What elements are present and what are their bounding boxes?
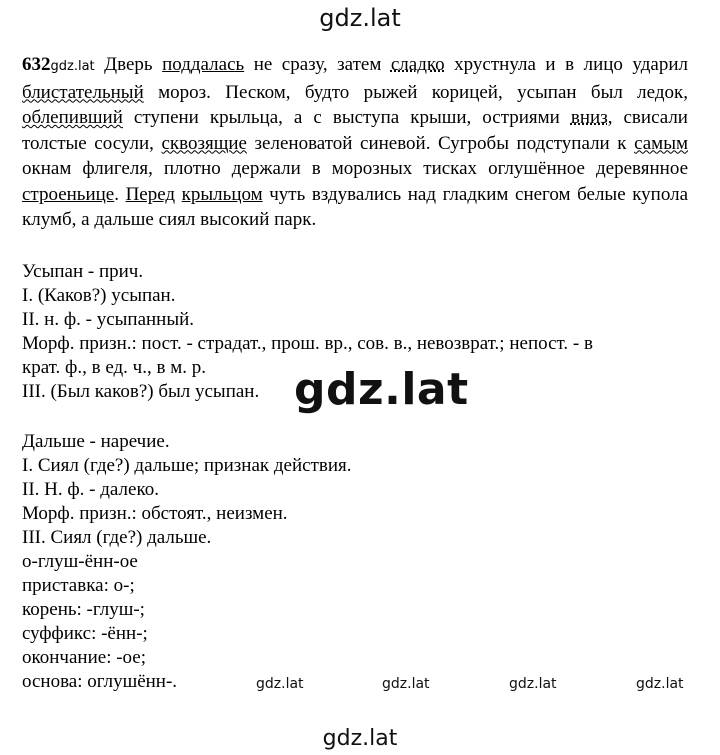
text-run: хрустнула и в лицо ударил [444, 54, 688, 75]
watermark-bottom: gdz.lat [322, 726, 398, 751]
analysis-line: I. (Каков?) усыпан. [22, 285, 176, 306]
analysis-line: основа: оглушённ-. [22, 671, 178, 692]
text-run: не сразу, затем [244, 54, 391, 75]
exercise-text [22, 52, 688, 233]
exercise-number: 632 [22, 54, 51, 75]
text-run: ступени крыльца, а с выступа крыши, остриями [122, 107, 571, 128]
analysis-line: III. (Был каков?) был усыпан. [22, 381, 260, 402]
text-run: Дверь [94, 54, 163, 75]
analysis-line: приставка: о-; [22, 575, 135, 596]
text-run: , свисали толстые сосули, [22, 107, 688, 154]
watermark-center: gdz.lat [294, 364, 469, 415]
analysis-line: окончание: -ое; [22, 647, 146, 668]
analysis-line: суффикс: -ённ-; [22, 623, 148, 644]
analysis-line: корень: -глуш-; [22, 599, 145, 620]
text-run: зеленоватой синевой. Сугробы подступали к [246, 132, 635, 154]
watermark-row-item: gdz.lat [256, 676, 304, 692]
watermark-inline: gdz.lat [50, 59, 95, 74]
analysis-line: Морф. призн.: обстоят., неизмен. [22, 503, 288, 524]
watermark-row-item: gdz.lat [636, 676, 684, 692]
text-run [175, 184, 182, 205]
marked-word: вниз [570, 107, 608, 128]
text-run: чуть вздувались над гладким снегом белые купола клумб, а дальше сиял высокий парк. [22, 183, 688, 230]
text-run: окнам флигеля, плотно держали в морозных тисках оглушённое деревянное [22, 158, 688, 179]
watermark-row-item: gdz.lat [509, 676, 557, 692]
marked-word: строеньице [22, 183, 115, 205]
exercise-body [22, 54, 688, 230]
marked-word: самым [634, 132, 688, 154]
analysis-line: Дальше - наречие. [22, 431, 170, 452]
marked-word: сладко [390, 54, 445, 75]
analysis-line: крат. ф., в ед. ч., в м. р. [22, 357, 206, 378]
analysis-line: Усыпан - прич. [22, 261, 144, 282]
marked-word: Перед [125, 183, 176, 205]
analysis-line: о-глуш-ённ-ое [22, 551, 138, 572]
analysis-adverb [22, 430, 352, 694]
marked-word: блистательный [22, 81, 144, 103]
marked-word: облепивший [22, 107, 123, 128]
watermark-row-item: gdz.lat [382, 676, 430, 692]
analysis-line: II. н. ф. - усыпанный. [22, 309, 195, 330]
marked-word: крыльцом [181, 183, 263, 205]
text-run: мороз. Песком, будто рыжей корицей, усыпан был ледок, [143, 81, 688, 103]
watermark-top: gdz.lat [319, 4, 401, 32]
marked-word: сквозящие [161, 132, 247, 154]
analysis-line: II. Н. ф. - далеко. [22, 479, 159, 500]
marked-word: поддалась [162, 54, 245, 75]
analysis-line: I. Сиял (где?) дальше; признак действия. [22, 455, 352, 476]
text-run: . [114, 183, 126, 205]
analysis-line: Морф. призн.: пост. - страдат., прош. вр., сов. в., невозврат.; непост. - в [22, 333, 593, 354]
analysis-line: III. Сиял (где?) дальше. [22, 527, 212, 548]
